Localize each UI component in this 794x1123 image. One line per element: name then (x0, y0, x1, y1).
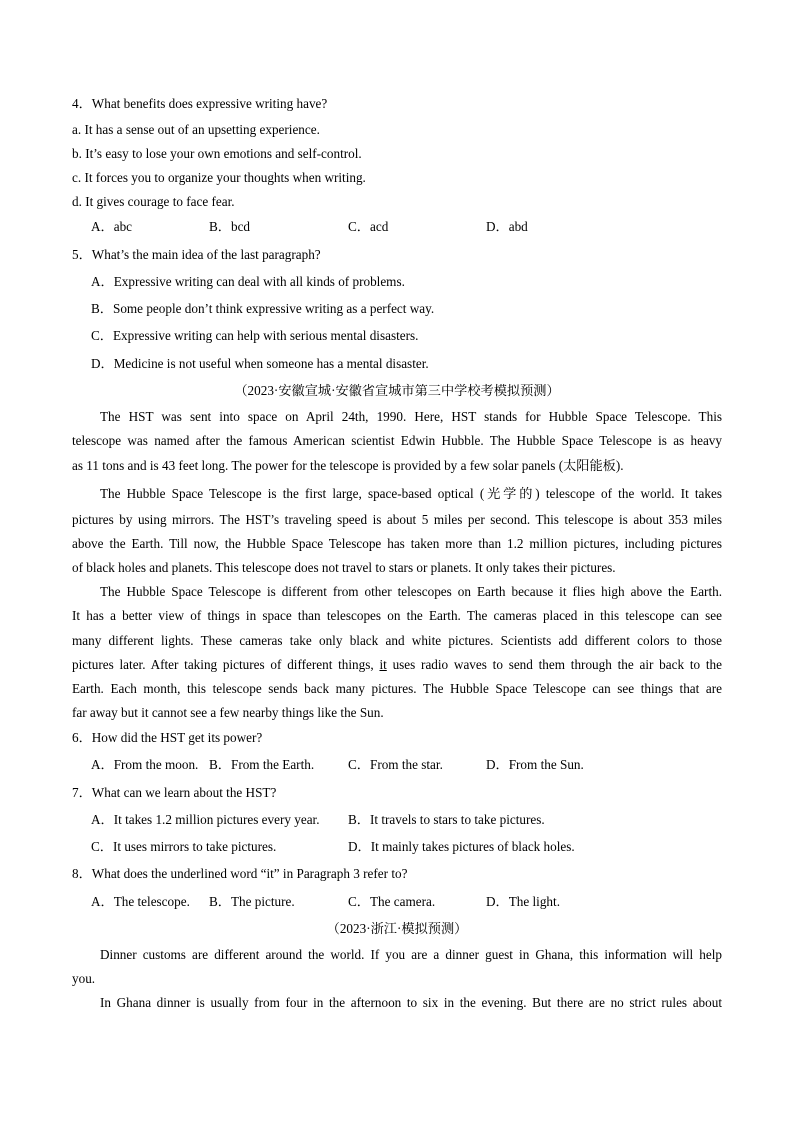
passage1-p2-line3: above the Earth. Till now, the Hubble Space Telescope has taken more than 1.2 million pictures, including pictures (72, 536, 722, 551)
passage1-p3-line1: The Hubble Space Telescope is different from other telescopes on Earth because it flies high above the Earth. (100, 584, 722, 599)
q4-stem: 4．What benefits does expressive writing have? (72, 96, 328, 111)
q7-option-c[interactable]: C．It uses mirrors to take pictures. (91, 839, 277, 854)
q6-stem: 6．How did the HST get its power? (72, 730, 263, 745)
q5-option-b[interactable]: B．Some people don’t think expressive writing as a perfect way. (91, 301, 435, 316)
q7-option-b[interactable]: B．It travels to stars to take pictures. (348, 812, 545, 827)
passage2-p1-line1: Dinner customs are different around the world. If you are a dinner guest in Ghana, this information will help (100, 947, 722, 962)
q8-option-b[interactable]: B．The picture. (209, 894, 295, 909)
q6-option-d[interactable]: D．From the Sun. (486, 757, 584, 772)
q4-item-a: a. It has a sense out of an upsetting experience. (72, 122, 320, 137)
q8-option-a[interactable]: A．The telescope. (91, 894, 190, 909)
passage1-p2-line1: The Hubble Space Telescope is the first large, space-based optical (光学的) telescope of the world. It takes (100, 486, 722, 501)
q4-option-a[interactable]: A．abc (91, 219, 133, 234)
passage1-p2-line2: pictures by using mirrors. The HST’s traveling speed is about 5 miles per second. This telescope is about 353 miles (72, 512, 722, 527)
passage1-p1-line3: as 11 tons and is 43 feet long. The power for the telescope is provided by a few solar panels (太阳能板). (72, 458, 624, 473)
q4-item-b: b. It’s easy to lose your own emotions and self-control. (72, 146, 362, 161)
q8-stem: 8．What does the underlined word “it” in Paragraph 3 refer to? (72, 866, 408, 881)
source-heading-1: （2023·安徽宣城·安徽省宣城市第三中学校考模拟预测） (234, 383, 560, 398)
q5-option-a[interactable]: A．Expressive writing can deal with all kinds of problems. (91, 274, 405, 289)
passage1-p3-line4-end: uses radio waves to send them through the air back to the (392, 657, 722, 672)
passage1-p3-line4-start: pictures later. After taking pictures of different things, (72, 657, 374, 672)
passage1-p3-line6: far away but it cannot see a few nearby things like the Sun. (72, 705, 384, 720)
underlined-word-it: it (379, 657, 387, 672)
q5-stem: 5．What’s the main idea of the last paragraph? (72, 247, 321, 262)
passage1-p3-line3: many different lights. These cameras take only black and white pictures. Scientists add different colors to those (72, 633, 722, 648)
passage1-p3-line4 (72, 657, 722, 673)
q6-option-c[interactable]: C．From the star. (348, 757, 443, 772)
passage1-p3-line5: Earth. Each month, this telescope sends back many pictures. The Hubble Space Telescope can see things that are (72, 681, 722, 696)
q4-option-b[interactable]: B．bcd (209, 219, 251, 234)
q8-option-c[interactable]: C．The camera. (348, 894, 436, 909)
q8-option-d[interactable]: D．The light. (486, 894, 560, 909)
q4-option-d[interactable]: D．abd (486, 219, 528, 234)
q4-item-c: c. It forces you to organize your thoughts when writing. (72, 170, 366, 185)
passage1-p1-line2: telescope was named after the famous American scientist Edwin Hubble. The Hubble Space Telescope is as heavy (72, 433, 722, 448)
passage2-p2-line1: In Ghana dinner is usually from four in the afternoon to six in the evening. But there are no strict rules about (100, 995, 722, 1010)
q4-item-d: d. It gives courage to face fear. (72, 194, 235, 209)
passage1-p1-line1: The HST was sent into space on April 24th, 1990. Here, HST stands for Hubble Space Telescope. This (100, 409, 722, 424)
passage1-p3-line2: It has a better view of things in space than telescopes on the Earth. The cameras placed in this telescope can see (72, 608, 722, 623)
passage1-p2-line4: of black holes and planets. This telescope does not travel to stars or planets. It only takes their pictures. (72, 560, 616, 575)
q6-option-b[interactable]: B．From the Earth. (209, 757, 315, 772)
q4-option-c[interactable]: C．acd (348, 219, 389, 234)
q7-option-d[interactable]: D．It mainly takes pictures of black holes. (348, 839, 575, 854)
source-heading-2: （2023·浙江·模拟预测） (326, 921, 468, 936)
q5-option-c[interactable]: C．Expressive writing can help with serious mental disasters. (91, 328, 419, 343)
q6-option-a[interactable]: A．From the moon. (91, 757, 199, 772)
q7-stem: 7．What can we learn about the HST? (72, 785, 277, 800)
q5-option-d[interactable]: D．Medicine is not useful when someone has a mental disaster. (91, 356, 429, 371)
q7-option-a[interactable]: A．It takes 1.2 million pictures every year. (91, 812, 320, 827)
passage2-p1-line2: you. (72, 971, 96, 986)
